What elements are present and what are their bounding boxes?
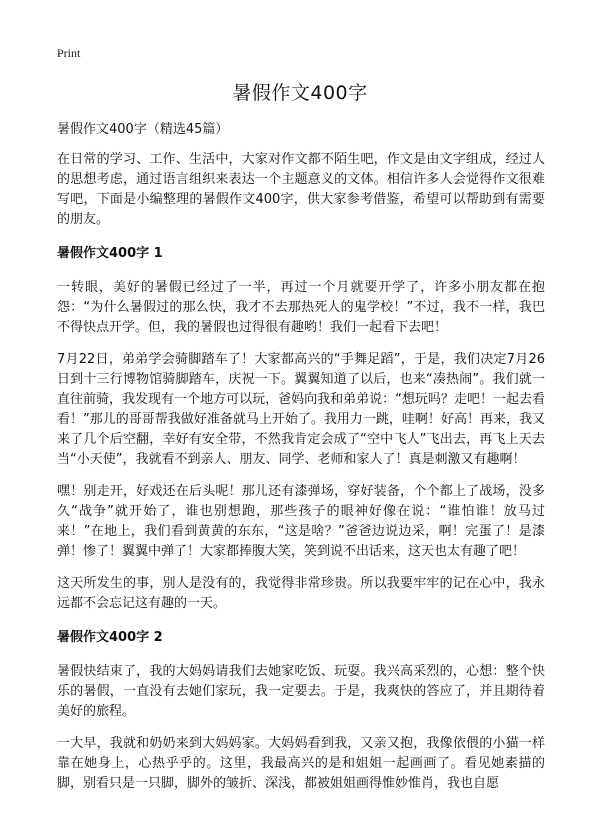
section-heading-2: 暑假作文400字 2 (57, 630, 163, 645)
print-link[interactable]: Print (57, 46, 81, 60)
paragraph: 嘿！别走开，好戏还在后头呢！那儿还有漆弹场，穿好装备，个个都上了战场，没多久“战争”就开始了，谁也别想跑，那些孩子的眼神好像在说：“谁怕谁！放马过来！”在地上，我们看到黄黄的东东，“这是啥？”爸爸边说边采，啊！完蛋了！是漆弹！惨了！翼翼中弹了！大家都捧腹大笑，笑到说不出话来，这天也太有趣了吧！ (57, 484, 545, 559)
paragraph: 一大早，我就和奶奶来到大妈妈家。大妈妈看到我，又亲又抱，我像依偎的小猫一样靠在她身上，心热乎乎的。这里，我最高兴的是和姐姐一起画画了。看见她素描的脚，别看只是一只脚，脚外的皱折、深浅，都被姐姐画得惟妙惟肖，我也自愿 (57, 736, 545, 791)
section-heading-1: 暑假作文400字 1 (57, 246, 163, 261)
article-body (57, 120, 545, 806)
intro-paragraph: 在日常的学习、工作、生活中，大家对作文都不陌生吧，作文是由文字组成，经过人的思想考虑，通过语言组织来表达一个主题意义的文体。相信许多人会觉得作文很难写吧，下面是小编整理的暑假作文400字，供大家参考借鉴，希望可以帮助到有需要的朋友。 (57, 152, 545, 227)
page-title: 暑假作文400字 (232, 82, 368, 104)
paragraph: 7月22日，弟弟学会骑脚踏车了！大家都高兴的“手舞足蹈”，于是，我们决定7月26日到十三行博物馆骑脚踏车，庆祝一下。翼翼知道了以后，也来“凑热闹”。我们就一直往前骑，我发现有一个地方可以玩，爸妈向我和弟弟说：“想玩吗？走吧！一起去看看！”那儿的哥哥帮我做好准备就马上开始了。我用力一跳，哇啊！好高！再来，我又来了几个后空翻，幸好有安全带，不然我肯定会成了“空中飞人”飞出去，再飞上天去当“小天使”，我就看不到亲人、朋友、同学、老师和家人了！真是刺激又有趣啊！ (57, 352, 545, 467)
article-subtitle: 暑假作文400字（精选45篇） (57, 122, 229, 137)
paragraph: 这天所发生的事，别人是没有的，我觉得非常珍贵。所以我要牢牢的记在心中，我永远都不会忘记这有趣的一天。 (57, 576, 545, 611)
paragraph: 一转眼，美好的暑假已经过了一半，再过一个月就要开学了，许多小朋友都在抱怨：“为什么暑假过的那么快，我才不去那热死人的鬼学校！”不过，我不一样，我巴不得快点开学。但，我的暑假也过得很有趣哟！我们一起看下去吧！ (57, 280, 545, 335)
paragraph: 暑假快结束了，我的大妈妈请我们去她家吃饭、玩耍。我兴高采烈的，心想：整个快乐的暑假，一直没有去她们家玩，我一定要去。于是，我爽快的答应了，并且期待着美好的旅程。 (57, 664, 545, 719)
